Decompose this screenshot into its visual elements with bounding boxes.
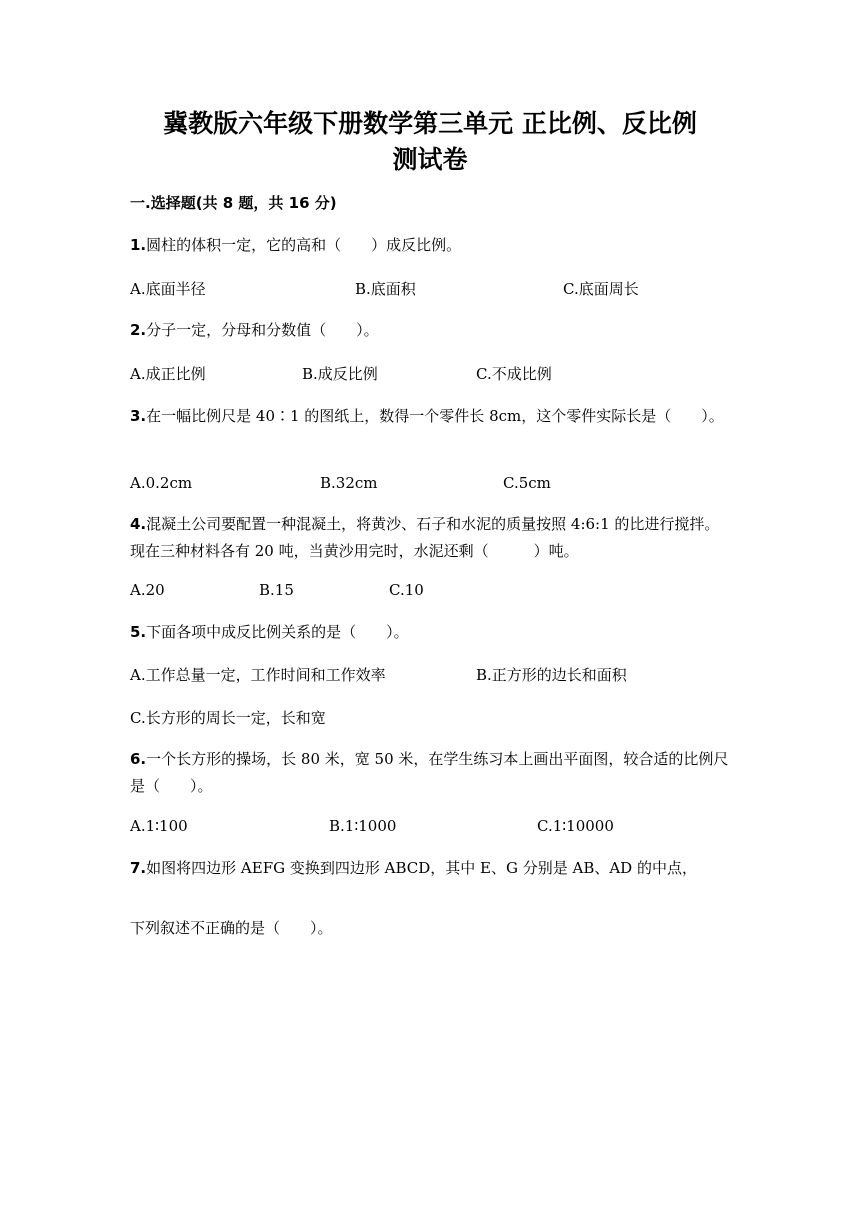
question-7-continuation: 下列叙述不正确的是（ ）。 (130, 919, 333, 937)
question-1 (130, 232, 730, 259)
question-text: 混凝土公司要配置一种混凝土，将黄沙、石子和水泥的质量按照 4:6:1 的比进行搅拌。现在三种材料各有 20 吨，当黄沙用完时，水泥还剩（ ）吨。 (130, 515, 720, 560)
option-b: B.15 (259, 581, 294, 599)
option-a: A.工作总量一定，工作时间和工作效率 (130, 666, 386, 684)
question-number: 6. (130, 750, 147, 768)
option-a: A.成正比例 (130, 365, 206, 383)
question-6 (130, 746, 730, 800)
option-b: B.正方形的边长和面积 (476, 666, 627, 684)
question-3 (130, 403, 730, 430)
question-text: 下面各项中成反比例关系的是（ ）。 (146, 623, 409, 641)
question-number: 4. (130, 515, 147, 533)
option-a: A.底面半径 (130, 280, 206, 298)
question-number: 3. (130, 407, 147, 425)
section-header: 一.选择题(共 8 题，共 16 分) (130, 194, 337, 212)
page-title-line-2: 测试卷 (392, 145, 468, 174)
option-c: C.不成比例 (476, 365, 552, 383)
option-b: B.底面积 (355, 280, 416, 298)
option-c: C.5cm (503, 474, 551, 492)
question-number: 1. (130, 236, 147, 254)
question-5 (130, 619, 730, 646)
option-b: B.1∶1000 (329, 817, 397, 835)
option-c: C.1∶10000 (537, 817, 614, 835)
option-c: C.长方形的周长一定，长和宽 (130, 709, 326, 727)
question-2 (130, 317, 730, 344)
question-number: 7. (130, 859, 147, 877)
option-c: C.底面周长 (563, 280, 639, 298)
question-number: 5. (130, 623, 147, 641)
question-number: 2. (130, 321, 147, 339)
question-text: 分子一定，分母和分数值（ ）。 (146, 321, 379, 339)
option-a: A.0.2cm (130, 474, 193, 492)
question-7 (130, 855, 730, 882)
option-a: A.1∶100 (130, 817, 188, 835)
page-title-line-1: 冀教版六年级下册数学第三单元 正比例、反比例 (163, 109, 697, 138)
question-text: 圆柱的体积一定，它的高和（ ）成反比例。 (146, 236, 462, 254)
option-c: C.10 (389, 581, 424, 599)
question-text: 如图将四边形 AEFG 变换到四边形 ABCD，其中 E、G 分别是 AB、AD 的中点， (146, 859, 697, 877)
question-4 (130, 511, 730, 565)
question-text: 一个长方形的操场，长 80 米，宽 50 米，在学生练习本上画出平面图，较合适的比例尺是（ ）。 (130, 750, 729, 795)
option-b: B.成反比例 (302, 365, 378, 383)
option-b: B.32cm (320, 474, 378, 492)
option-a: A.20 (130, 581, 165, 599)
question-text: 在一幅比例尺是 40∶1 的图纸上，数得一个零件长 8cm，这个零件实际长是（ ）。 (146, 407, 724, 425)
